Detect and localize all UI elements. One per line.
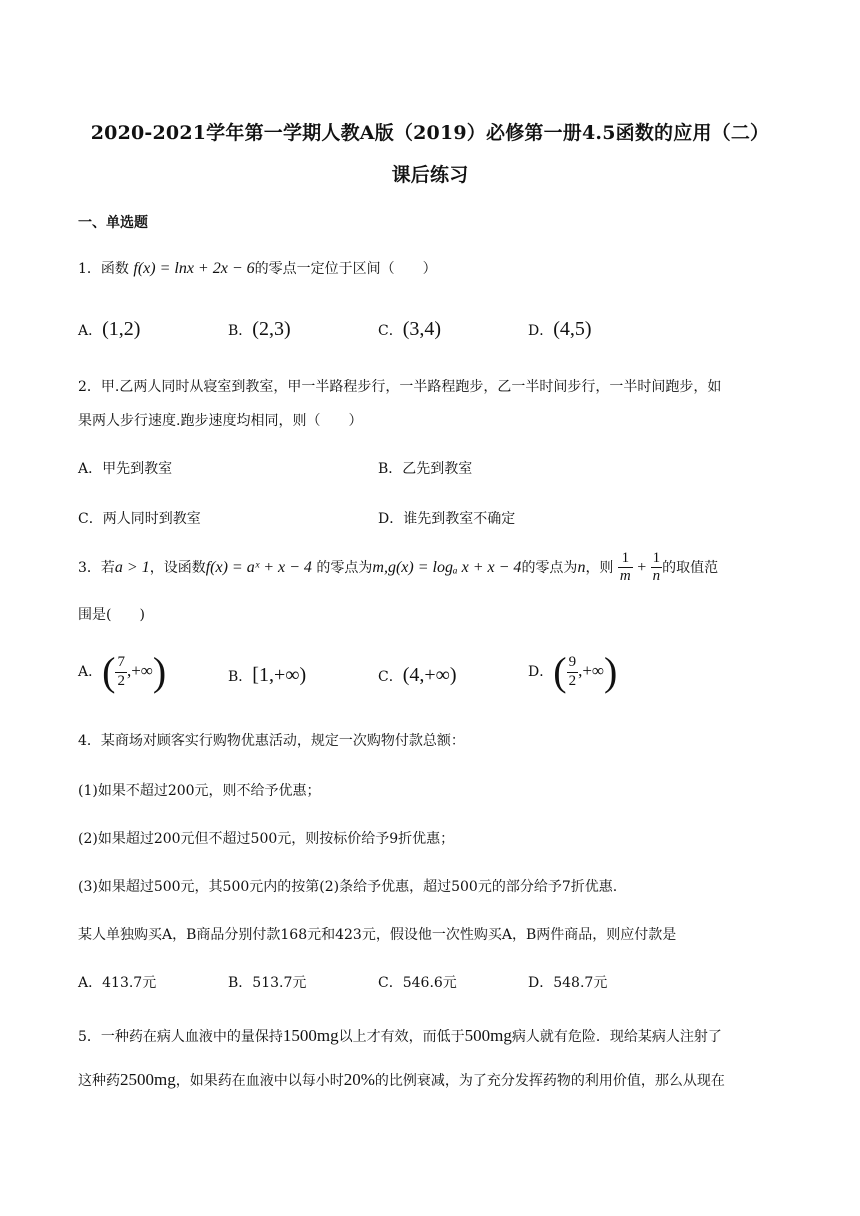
q1-option-a[interactable]: A．(1,2) [78,318,141,340]
q3-option-a[interactable]: A．( $\frac{7}{2}$ ,+∞) [78,649,167,694]
q1-option-d[interactable]: D．(4,5) [528,318,592,340]
q4-option-c[interactable]: C．546.6元 [378,975,457,991]
q4-option-d[interactable]: D．548.7元 [528,975,608,991]
question-2-line-1: 2．甲.乙两人同时从寝室到教室，甲一半路程步行，一半路程跑步，乙一半时间步行，一半时间跑步，如 [78,379,722,395]
section-heading: 一、单选题 [78,215,148,231]
q1-function: f(x) = lnx + 2x − 6 [133,260,255,277]
question-5-line-1: 5．一种药在病人血液中的量保持1500mg以上才有效，而低于500mg病人就有危险．现给某病人注射了 [78,1026,722,1045]
q3-fraction-1-over-m: $\frac{1}{m}$ [619,550,631,585]
q4-option-b[interactable]: B．513.7元 [228,975,307,991]
document-subtitle: 课后练习 [391,164,469,186]
q2-option-d[interactable]: D．谁先到教室不确定 [378,511,516,527]
q3-option-b[interactable]: B．[1,+∞) [228,664,307,686]
question-4-line-5: 某人单独购买A，B商品分别付款168元和423元，假设他一次性购买A，B两件商品，则应付款是 [78,927,677,943]
q3-option-d[interactable]: D．( $\frac{9}{2}$ ,+∞) [528,649,618,694]
question-3-line-2: 围是( ) [78,607,145,623]
q3-function-f: f(x) = aˣ + x − 4 [205,558,312,576]
q4-option-a[interactable]: A．413.7元 [78,975,157,991]
q2-option-c[interactable]: C．两人同时到教室 [78,511,201,527]
q2-option-b[interactable]: B．乙先到教室 [378,461,473,477]
question-2-line-2: 果两人步行速度.跑步速度均相同，则（ ） [78,413,363,429]
question-1: 1．函数 f(x) = lnx + 2x − 6的零点一定位于区间（ ） [78,260,437,277]
q2-option-a[interactable]: A．甲先到教室 [78,461,173,477]
q3-fraction-1-over-n: $\frac{1}{n}$ [652,550,661,585]
document-title: 2020-2021学年第一学期人教A版（2019）必修第一册4.5函数的应用（二） [90,122,770,144]
q1-option-c[interactable]: C．(3,4) [378,318,442,340]
question-3-line-1: 3．若a > 1，设函数f(x) = aˣ + x − 4 的零点为m,g(x) = logₐ x + x − 4的零点为n，则 $\frac{1}{m}$ + $\frac{1}{n}$ 的取值范 [78,550,719,585]
question-4-line-2: (1)如果不超过200元，则不给予优惠； [78,783,321,799]
q3-function-g: g(x) = logₐ x + x − 4 [387,558,522,576]
question-5-line-2: 这种药2500mg，如果药在血液中以每小时20%的比例衰减，为了充分发挥药物的利用价值，那么从现在 [78,1070,725,1089]
q1-option-b[interactable]: B．(2,3) [228,318,291,340]
q3-option-c[interactable]: C．(4,+∞) [378,664,457,686]
question-4-line-1: 4．某商场对顾客实行购物优惠活动，规定一次购物付款总额： [78,733,465,749]
question-4-line-4: (3)如果超过500元，其500元内的按第(2)条给予优惠，超过500元的部分给予7折优惠. [78,879,618,895]
question-4-line-3: (2)如果超过200元但不超过500元，则按标价给予9折优惠； [78,831,455,847]
